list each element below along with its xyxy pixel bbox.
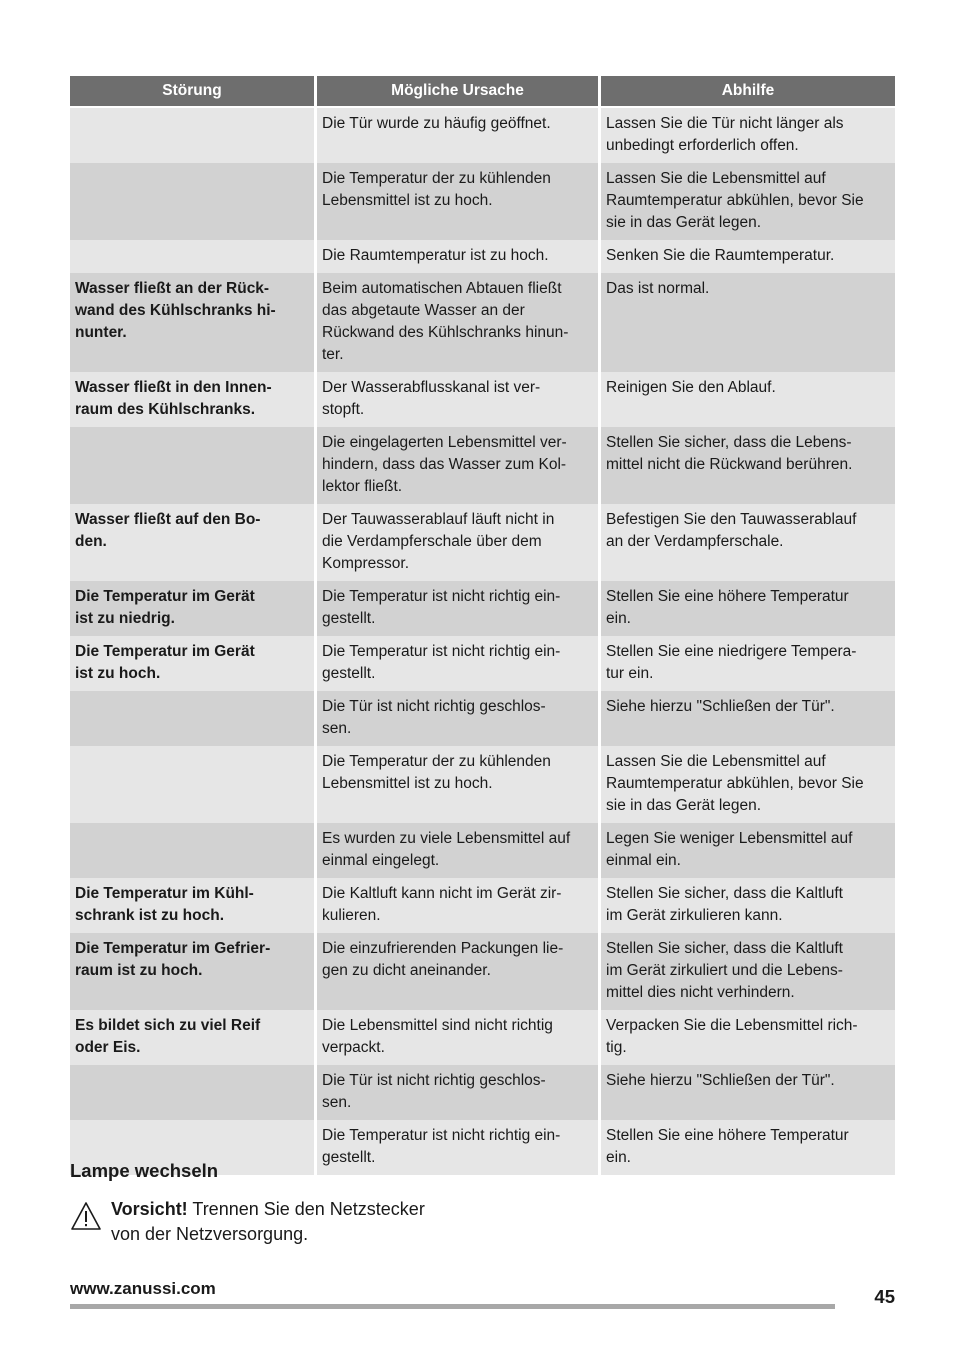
cause-cell: Die Tür ist nicht richtig geschlos- sen. — [317, 1065, 598, 1120]
footer-url: www.zanussi.com — [70, 1279, 216, 1298]
fault-cell: Die Temperatur im Gerät ist zu niedrig. — [70, 581, 314, 636]
remedy-cell: Reinigen Sie den Ablauf. — [601, 372, 895, 427]
table-row — [70, 691, 895, 746]
warning-triangle-icon — [70, 1201, 102, 1231]
remedy-cell: Lassen Sie die Lebensmittel auf Raumtemperatur abkühlen, bevor Sie sie in das Gerät legen. — [601, 163, 895, 240]
table-row — [70, 504, 895, 581]
remedy-cell: Stellen Sie eine niedrigere Tempera- tur ein. — [601, 636, 895, 691]
fault-cell — [70, 823, 314, 878]
remedy-cell: Stellen Sie eine höhere Temperatur ein. — [601, 1120, 895, 1175]
cause-cell: Die Temperatur der zu kühlenden Lebensmittel ist zu hoch. — [317, 746, 598, 823]
table-row — [70, 273, 895, 372]
remedy-cell: Verpacken Sie die Lebensmittel rich- tig. — [601, 1010, 895, 1065]
table-row — [70, 746, 895, 823]
remedy-cell: Siehe hierzu "Schließen der Tür". — [601, 1065, 895, 1120]
fault-cell — [70, 746, 314, 823]
cause-cell: Die Temperatur der zu kühlenden Lebensmittel ist zu hoch. — [317, 163, 598, 240]
remedy-cell: Stellen Sie sicher, dass die Kaltluft im Gerät zirkulieren kann. — [601, 878, 895, 933]
section-title: Lampe wechseln — [70, 1160, 219, 1181]
remedy-cell: Stellen Sie eine höhere Temperatur ein. — [601, 581, 895, 636]
table-row — [70, 823, 895, 878]
table-row — [70, 108, 895, 163]
warning-notice — [70, 1197, 490, 1253]
cause-cell: Die Tür ist nicht richtig geschlos- sen. — [317, 691, 598, 746]
fault-cell: Wasser fließt in den Innen- raum des Kühlschranks. — [70, 372, 314, 427]
cause-cell: Beim automatischen Abtauen fließt das abgetaute Wasser an der Rückwand des Kühlschranks hinun- ter. — [317, 273, 598, 372]
cause-cell: Es wurden zu viele Lebensmittel auf einmal eingelegt. — [317, 823, 598, 878]
fault-cell — [70, 108, 314, 163]
cause-cell: Die einzufrierenden Packungen lie- gen zu dicht aneinander. — [317, 933, 598, 1010]
remedy-cell: Legen Sie weniger Lebensmittel auf einmal ein. — [601, 823, 895, 878]
cause-cell: Die eingelagerten Lebensmittel ver- hindern, dass das Wasser zum Kol- lektor fließt. — [317, 427, 598, 504]
table-row — [70, 878, 895, 933]
remedy-cell: Stellen Sie sicher, dass die Kaltluft im Gerät zirkuliert und die Lebens- mittel dies nicht verhindern. — [601, 933, 895, 1010]
header-cause: Mögliche Ursache — [317, 76, 598, 108]
fault-cell: Die Temperatur im Kühl- schrank ist zu hoch. — [70, 878, 314, 933]
cause-cell: Die Lebensmittel sind nicht richtig verpackt. — [317, 1010, 598, 1065]
remedy-cell: Lassen Sie die Tür nicht länger als unbedingt erforderlich offen. — [601, 108, 895, 163]
fault-cell — [70, 427, 314, 504]
table-row — [70, 427, 895, 504]
fault-cell: Wasser fließt an der Rück- wand des Kühlschranks hi- nunter. — [70, 273, 314, 372]
cause-cell: Die Raumtemperatur ist zu hoch. — [317, 240, 598, 273]
footer-rule — [70, 1304, 835, 1309]
table-row — [70, 163, 895, 240]
table-row — [70, 240, 895, 273]
remedy-cell: Stellen Sie sicher, dass die Lebens- mittel nicht die Rückwand berühren. — [601, 427, 895, 504]
cause-cell: Die Tür wurde zu häufig geöffnet. — [317, 108, 598, 163]
page-number: 45 — [874, 1286, 895, 1307]
cause-cell: Die Temperatur ist nicht richtig ein- gestellt. — [317, 636, 598, 691]
remedy-cell: Das ist normal. — [601, 273, 895, 372]
remedy-cell: Befestigen Sie den Tauwasserablauf an der Verdampferschale. — [601, 504, 895, 581]
fault-cell — [70, 163, 314, 240]
troubleshooting-table — [67, 76, 898, 1175]
table-row — [70, 1010, 895, 1065]
cause-cell: Die Kaltluft kann nicht im Gerät zir- kulieren. — [317, 878, 598, 933]
header-remedy: Abhilfe — [601, 76, 895, 108]
fault-cell: Wasser fließt auf den Bo- den. — [70, 504, 314, 581]
fault-cell — [70, 1065, 314, 1120]
cause-cell: Die Temperatur ist nicht richtig ein- gestellt. — [317, 1120, 598, 1175]
fault-cell — [70, 240, 314, 273]
fault-cell: Die Temperatur im Gefrier- raum ist zu hoch. — [70, 933, 314, 1010]
table-row — [70, 1065, 895, 1120]
remedy-cell: Senken Sie die Raumtemperatur. — [601, 240, 895, 273]
remedy-cell: Lassen Sie die Lebensmittel auf Raumtemperatur abkühlen, bevor Sie sie in das Gerät legen. — [601, 746, 895, 823]
remedy-cell: Siehe hierzu "Schließen der Tür". — [601, 691, 895, 746]
warning-body: Trennen Sie den Netzstecker von der Netzversorgung. — [111, 1199, 425, 1244]
header-fault: Störung — [70, 76, 314, 108]
fault-cell: Die Temperatur im Gerät ist zu hoch. — [70, 636, 314, 691]
warning-label: Vorsicht! — [111, 1199, 188, 1219]
table-row — [70, 581, 895, 636]
table-row — [70, 933, 895, 1010]
cause-cell: Der Wasserabflusskanal ist ver- stopft. — [317, 372, 598, 427]
warning-text — [111, 1197, 491, 1247]
table-row — [70, 372, 895, 427]
fault-cell: Es bildet sich zu viel Reif oder Eis. — [70, 1010, 314, 1065]
cause-cell: Der Tauwasserablauf läuft nicht in die Verdampferschale über dem Kompressor. — [317, 504, 598, 581]
fault-cell — [70, 691, 314, 746]
table-header-row — [70, 76, 895, 108]
table-row — [70, 636, 895, 691]
cause-cell: Die Temperatur ist nicht richtig ein- gestellt. — [317, 581, 598, 636]
